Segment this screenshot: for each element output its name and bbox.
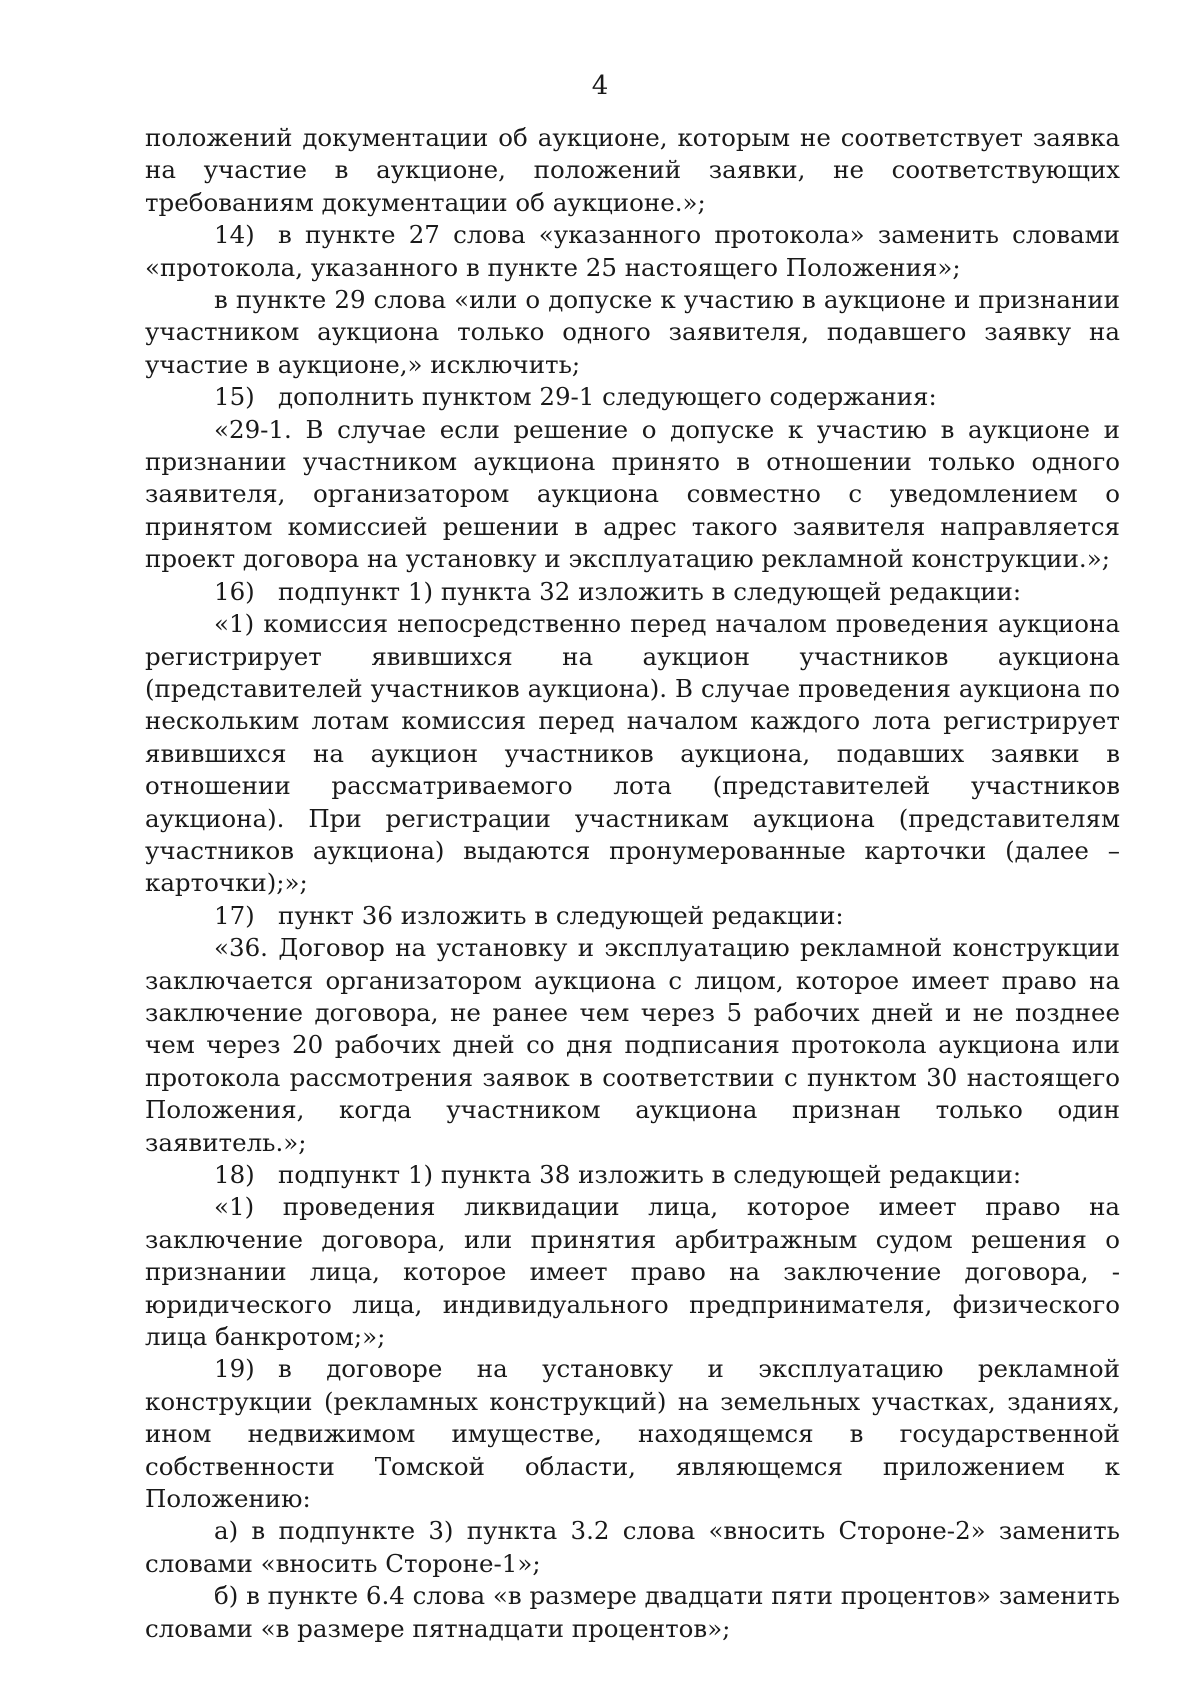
paragraph-item-15: 15) дополнить пунктом 29-1 следующего содержания: [145,381,1120,413]
paragraph-continuation: положений документации об аукционе, которым не соответствует заявка на участие в аукционе, положений заявки, не соответствующих требованиям документации об аукционе.»; [145,123,1120,217]
item-number: 19) [214,1354,255,1384]
item-number: 18) [214,1160,255,1189]
document-body [145,122,1120,1645]
paragraph-item-18: 18) подпункт 1) пункта 38 изложить в следующей редакции: [145,1159,1120,1191]
item-number: 14) [214,220,255,250]
paragraph-item-19: 19) в договоре на установку и эксплуатацию рекламной конструкции (рекламных конструкций) на земельных участках, зданиях, ином недвижимом имуществе, находящемся в государственной собственности Томской области, являющемся приложением к Положению: [145,1354,1120,1514]
paragraph-item-18-text: «1) проведения ликвидации лица, которое имеет право на заключение договора, или принятия арбитражным судом решения о признании лица, которое имеет право на заключение договора, - юридического лица, индивидуального предпринимателя, физического лица банкротом;»; [145,1192,1120,1352]
paragraph-item-17-text: «36. Договор на установку и эксплуатацию рекламной конструкции заключается организатором аукциона с лицом, которое имеет право на заключение договора, не ранее чем через 5 рабочих дней и не позднее чем через 20 рабочих дней со дня подписания протокола аукциона или протокола рассмотрения заявок в соответствии с пунктом 30 настоящего Положения, когда участником аукциона признан только один заявитель.»; [145,933,1120,1157]
paragraph-item-16-text: «1) комиссия непосредственно перед началом проведения аукциона регистрирует явившихся на аукцион участников аукциона (представителей участников аукциона). В случае проведения аукциона по нескольким лотам комиссия перед началом каждого лота регистрирует явившихся на аукцион участников аукциона, подавших заявки в отношении рассматриваемого лота (представителей участников аукциона). При регистрации участникам аукциона (представителям участников аукциона) выдаются пронумерованные карточки (далее – карточки);»; [145,609,1120,898]
paragraph-item-14: 14) в пункте 27 слова «указанного протокола» заменить словами «протокола, указанного в пункте 25 настоящего Положения»; [145,220,1120,282]
paragraph-item-16: 16) подпункт 1) пункта 32 изложить в следующей редакции: [145,576,1120,608]
paragraph-subitem-a: а) в подпункте 3) пункта 3.2 слова «вносить Стороне-2» заменить словами «вносить Стороне-1»; [145,1516,1120,1578]
paragraph-item-15-text: «29-1. В случае если решение о допуске к участию в аукционе и признании участником аукциона принято в отношении только одного заявителя, организатором аукциона совместно с уведомлением о принятом комиссией решении в адрес такого заявителя направляется проект договора на установку и эксплуатацию рекламной конструкции.»; [145,414,1120,574]
paragraph-item-14-cont: в пункте 29 слова «или о допуске к участию в аукционе и признании участником аукциона только одного заявителя, подавшего заявку на участие в аукционе,» исключить; [145,285,1120,379]
item-number: 16) [214,576,255,606]
page-number: 4 [591,71,609,101]
paragraph-subitem-b: б) в пункте 6.4 слова «в размере двадцати пяти процентов» заменить словами «в размере пятнадцати процентов»; [145,1581,1120,1643]
item-number: 17) [214,900,255,930]
paragraph-item-17: 17) пункт 36 изложить в следующей редакции: [145,900,1120,932]
item-number: 15) [214,382,255,412]
